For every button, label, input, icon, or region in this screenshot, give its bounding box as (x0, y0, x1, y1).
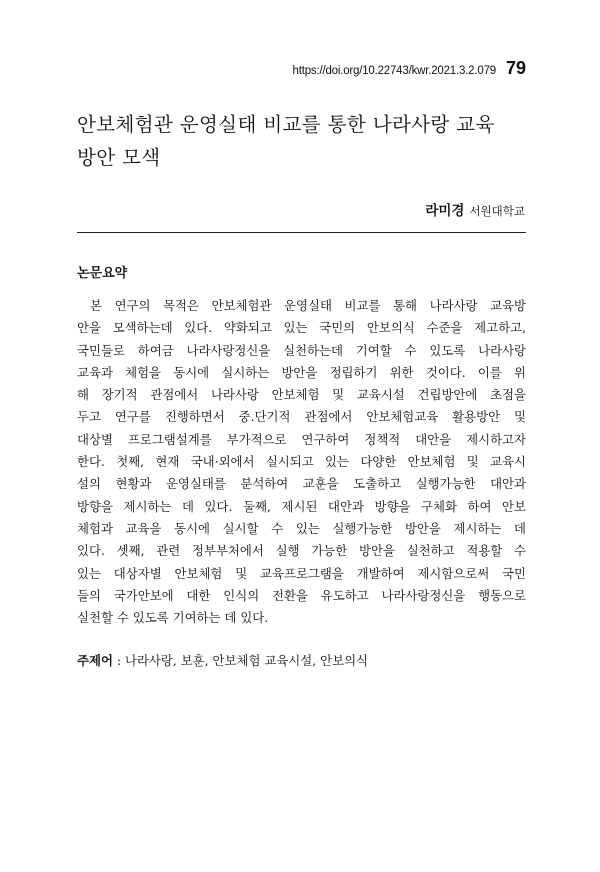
abstract-line: 본 연구의 목적은 안보체험관 운영실태 비교를 통해 나라사랑 교육방 (90, 298, 526, 313)
title-line: 방안 모색 (77, 146, 161, 169)
abstract-line: 설의 현황과 운영실태를 분석하여 교훈을 도출하고 실행가능한 대안과 (77, 476, 526, 492)
title-line: 안보체험관 운영실태 비교를 통한 나라사랑 교육 (77, 113, 495, 136)
abstract-heading: 논문요약 (77, 266, 128, 281)
abstract-line: 두고 연구를 진행하면서 중.단기적 관점에서 안보체험교육 활용방안 및 (77, 409, 526, 425)
abstract-line: 해 장기적 관점에서 나라사랑 안보체험 및 교육시설 건립방안에 초점을 (77, 387, 526, 403)
author-byline (425, 199, 525, 219)
abstract-line: 있는 대상자별 안보체험 및 교육프로그램을 개발하여 제시함으로써 국민 (77, 565, 526, 581)
abstract-line: 들의 국가안보에 대한 인식의 전환을 유도하고 나라사랑정신을 행동으로 (77, 587, 526, 603)
keywords-separator: : (112, 653, 125, 668)
keywords (77, 651, 368, 669)
article-title (77, 108, 537, 174)
author-name: 라미경 (425, 203, 465, 219)
abstract-body (77, 295, 526, 629)
running-header (293, 58, 526, 79)
doi-link[interactable]: https://doi.org/10.22743/kwr.2021.3.2.079 (292, 65, 496, 77)
abstract-line: 체험과 교육을 동시에 실시할 수 있는 실행가능한 방안을 제시하는 데 (77, 520, 526, 536)
keywords-text: 나라사랑, 보훈, 안보체험 교육시설, 안보의식 (124, 653, 369, 668)
abstract-line: 안을 모색하는데 있다. 약화되고 있는 국민의 안보의식 수준을 제고하고, (77, 320, 526, 336)
author-affiliation: 서원대학교 (469, 204, 525, 218)
abstract-line: 교육과 체험을 동시에 실시하는 방안을 정립하기 위한 것이다. 이를 위 (77, 364, 526, 380)
page-number: 79 (505, 58, 526, 78)
divider (77, 232, 526, 233)
abstract-line: 대상별 프로그램설계를 부가적으로 연구하여 정책적 대안을 제시하고자 (77, 431, 526, 447)
abstract-line: 방향을 제시하는 데 있다. 둘째, 제시된 대안과 방향을 구체화 하여 안보 (77, 498, 526, 514)
abstract-line: 국민들로 하여금 나라사랑정신을 실천하는데 기여할 수 있도록 나라사랑 (77, 342, 526, 358)
keywords-label: 주제어 (77, 653, 113, 668)
abstract-line: 한다. 첫째, 현재 국내·외에서 실시되고 있는 다양한 안보체험 및 교육시 (77, 454, 526, 470)
abstract-line: 있다. 셋째, 관련 정부부처에서 실행 가능한 방안을 실천하고 적용할 수 (77, 543, 526, 559)
abstract-line: 실천할 수 있도록 기여하는 데 있다. (77, 610, 269, 626)
